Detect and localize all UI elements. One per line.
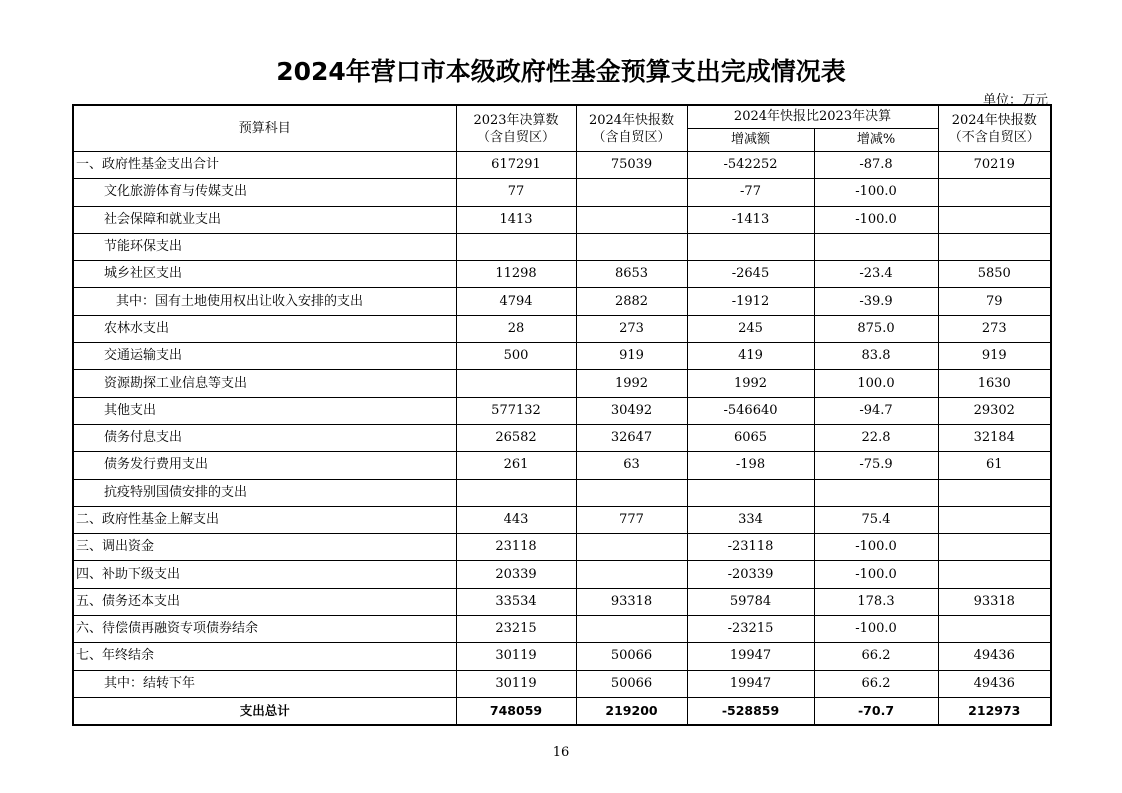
cell-change-pct: 75.4: [814, 506, 938, 533]
cell-change-pct: -100.0: [814, 534, 938, 561]
total-cell-2024-quick-excl: 212973: [938, 697, 1051, 725]
cell-2024-quick-excl: 79: [938, 288, 1051, 315]
cell-2023-final: 500: [456, 343, 576, 370]
cell-2024-quick: 50066: [576, 670, 687, 697]
table-row: [73, 452, 1051, 479]
cell-2024-quick: 777: [576, 506, 687, 533]
table-row: [73, 561, 1051, 588]
cell-change-amount: -77: [687, 179, 814, 206]
cell-change-amount: -20339: [687, 561, 814, 588]
cell-2024-quick-excl: 49436: [938, 670, 1051, 697]
table-row: [73, 233, 1051, 260]
cell-change-amount: 19947: [687, 670, 814, 697]
cell-2024-quick-excl: 273: [938, 315, 1051, 342]
cell-change-pct: -87.8: [814, 152, 938, 179]
cell-2023-final: 20339: [456, 561, 576, 588]
cell-2024-quick-excl: 5850: [938, 261, 1051, 288]
cell-2023-final: 23215: [456, 616, 576, 643]
cell-change-pct: -100.0: [814, 561, 938, 588]
cell-change-amount: [687, 479, 814, 506]
cell-2024-quick: 919: [576, 343, 687, 370]
cell-change-amount: 19947: [687, 643, 814, 670]
table-row: [73, 152, 1051, 179]
header-compare: 2024年快报比2023年决算: [687, 105, 938, 129]
cell-2024-quick: [576, 561, 687, 588]
cell-2024-quick-excl: 93318: [938, 588, 1051, 615]
total-cell-change-amount: -528859: [687, 697, 814, 725]
cell-subject: 其中：结转下年: [73, 670, 456, 697]
table-row: [73, 343, 1051, 370]
cell-2024-quick: [576, 206, 687, 233]
budget-table: [72, 104, 1052, 726]
table-body: [73, 152, 1051, 726]
cell-subject: 资源勘探工业信息等支出: [73, 370, 456, 397]
cell-2024-quick: 8653: [576, 261, 687, 288]
cell-2023-final: 28: [456, 315, 576, 342]
cell-change-pct: -100.0: [814, 616, 938, 643]
cell-subject: 六、待偿债再融资专项债券结余: [73, 616, 456, 643]
table-row: [73, 288, 1051, 315]
cell-2024-quick-excl: [938, 233, 1051, 260]
total-cell-2024-quick: 219200: [576, 697, 687, 725]
cell-subject: 五、债务还本支出: [73, 588, 456, 615]
cell-subject: 其中：国有土地使用权出让收入安排的支出: [73, 288, 456, 315]
cell-2023-final: 26582: [456, 424, 576, 451]
cell-2023-final: [456, 233, 576, 260]
table-row: [73, 206, 1051, 233]
cell-change-pct: -23.4: [814, 261, 938, 288]
cell-subject: 抗疫特别国债安排的支出: [73, 479, 456, 506]
table-row: [73, 397, 1051, 424]
table-row: [73, 179, 1051, 206]
cell-subject: 三、调出资金: [73, 534, 456, 561]
cell-subject: 节能环保支出: [73, 233, 456, 260]
cell-2023-final: 1413: [456, 206, 576, 233]
cell-change-amount: -1413: [687, 206, 814, 233]
cell-2023-final: 23118: [456, 534, 576, 561]
cell-2023-final: [456, 370, 576, 397]
cell-2023-final: 577132: [456, 397, 576, 424]
cell-change-amount: 245: [687, 315, 814, 342]
cell-total-label: 支出总计: [73, 697, 456, 725]
cell-change-pct: -100.0: [814, 179, 938, 206]
cell-subject: 农林水支出: [73, 315, 456, 342]
cell-2023-final: 30119: [456, 670, 576, 697]
table-row: [73, 616, 1051, 643]
cell-change-pct: 178.3: [814, 588, 938, 615]
cell-subject: 债务付息支出: [73, 424, 456, 451]
cell-subject: 社会保障和就业支出: [73, 206, 456, 233]
table-row: [73, 506, 1051, 533]
cell-change-amount: 6065: [687, 424, 814, 451]
cell-2024-quick: 63: [576, 452, 687, 479]
cell-2024-quick: 2882: [576, 288, 687, 315]
cell-2024-quick-excl: [938, 534, 1051, 561]
cell-change-amount: -23215: [687, 616, 814, 643]
header-quick-2024: 2024年快报数 （含自贸区）: [576, 105, 687, 152]
cell-change-amount: -542252: [687, 152, 814, 179]
cell-subject: 交通运输支出: [73, 343, 456, 370]
table-row: [73, 315, 1051, 342]
total-cell-change-pct: -70.7: [814, 697, 938, 725]
cell-2023-final: 617291: [456, 152, 576, 179]
cell-2023-final: 261: [456, 452, 576, 479]
table-row: [73, 588, 1051, 615]
cell-change-amount: -23118: [687, 534, 814, 561]
cell-subject: 四、补助下级支出: [73, 561, 456, 588]
cell-subject: 债务发行费用支出: [73, 452, 456, 479]
cell-change-pct: 66.2: [814, 670, 938, 697]
table-row: [73, 424, 1051, 451]
cell-change-amount: 419: [687, 343, 814, 370]
cell-subject: 文化旅游体育与传媒支出: [73, 179, 456, 206]
header-change-amount: 增减额: [687, 129, 814, 152]
cell-change-amount: 59784: [687, 588, 814, 615]
total-cell-2023-final: 748059: [456, 697, 576, 725]
cell-2024-quick: [576, 616, 687, 643]
cell-2023-final: 30119: [456, 643, 576, 670]
cell-2024-quick: [576, 479, 687, 506]
cell-2024-quick-excl: 29302: [938, 397, 1051, 424]
header-quick-2024-excl: 2024年快报数 （不含自贸区）: [938, 105, 1051, 152]
total-row: [73, 697, 1051, 725]
cell-2024-quick-excl: [938, 506, 1051, 533]
cell-change-pct: 22.8: [814, 424, 938, 451]
cell-change-pct: -75.9: [814, 452, 938, 479]
cell-change-pct: 83.8: [814, 343, 938, 370]
cell-2024-quick-excl: 49436: [938, 643, 1051, 670]
cell-subject: 二、政府性基金上解支出: [73, 506, 456, 533]
cell-change-pct: [814, 233, 938, 260]
cell-2024-quick: 30492: [576, 397, 687, 424]
cell-change-amount: -546640: [687, 397, 814, 424]
cell-change-pct: 875.0: [814, 315, 938, 342]
cell-2024-quick-excl: [938, 206, 1051, 233]
cell-2024-quick-excl: [938, 479, 1051, 506]
cell-2024-quick: [576, 233, 687, 260]
cell-2024-quick-excl: [938, 179, 1051, 206]
unit-label: 单位：万元: [982, 93, 1048, 108]
cell-subject: 城乡社区支出: [73, 261, 456, 288]
cell-change-pct: -39.9: [814, 288, 938, 315]
header-final-2023: 2023年决算数 （含自贸区）: [456, 105, 576, 152]
cell-2024-quick: [576, 534, 687, 561]
cell-2024-quick-excl: 32184: [938, 424, 1051, 451]
cell-2024-quick: [576, 179, 687, 206]
table-row: [73, 534, 1051, 561]
cell-2024-quick: 93318: [576, 588, 687, 615]
cell-change-pct: [814, 479, 938, 506]
cell-2023-final: 4794: [456, 288, 576, 315]
table-row: [73, 643, 1051, 670]
cell-2024-quick: 75039: [576, 152, 687, 179]
cell-subject: 其他支出: [73, 397, 456, 424]
table-row: [73, 479, 1051, 506]
cell-2024-quick-excl: 61: [938, 452, 1051, 479]
cell-2024-quick: 1992: [576, 370, 687, 397]
cell-2024-quick: 50066: [576, 643, 687, 670]
cell-2023-final: [456, 479, 576, 506]
cell-change-amount: 334: [687, 506, 814, 533]
cell-2024-quick-excl: 70219: [938, 152, 1051, 179]
cell-2024-quick: 32647: [576, 424, 687, 451]
cell-2024-quick: 273: [576, 315, 687, 342]
header-change-pct: 增减%: [814, 129, 938, 152]
table-row: [73, 261, 1051, 288]
cell-change-pct: 66.2: [814, 643, 938, 670]
cell-change-pct: 100.0: [814, 370, 938, 397]
cell-2023-final: 11298: [456, 261, 576, 288]
cell-2024-quick-excl: 919: [938, 343, 1051, 370]
cell-change-amount: 1992: [687, 370, 814, 397]
cell-change-amount: -1912: [687, 288, 814, 315]
cell-2023-final: 443: [456, 506, 576, 533]
cell-subject: 七、年终结余: [73, 643, 456, 670]
page-number: 16: [552, 745, 570, 760]
cell-2024-quick-excl: [938, 616, 1051, 643]
header-subject: 预算科目: [73, 105, 456, 152]
cell-change-amount: -2645: [687, 261, 814, 288]
cell-change-pct: -100.0: [814, 206, 938, 233]
table-row: [73, 370, 1051, 397]
cell-change-amount: -198: [687, 452, 814, 479]
cell-2023-final: 77: [456, 179, 576, 206]
table-row: [73, 670, 1051, 697]
cell-change-amount: [687, 233, 814, 260]
cell-subject: 一、政府性基金支出合计: [73, 152, 456, 179]
page-title: 2024年营口市本级政府性基金预算支出完成情况表: [276, 57, 846, 86]
cell-2024-quick-excl: [938, 561, 1051, 588]
cell-2024-quick-excl: 1630: [938, 370, 1051, 397]
cell-2023-final: 33534: [456, 588, 576, 615]
cell-change-pct: -94.7: [814, 397, 938, 424]
